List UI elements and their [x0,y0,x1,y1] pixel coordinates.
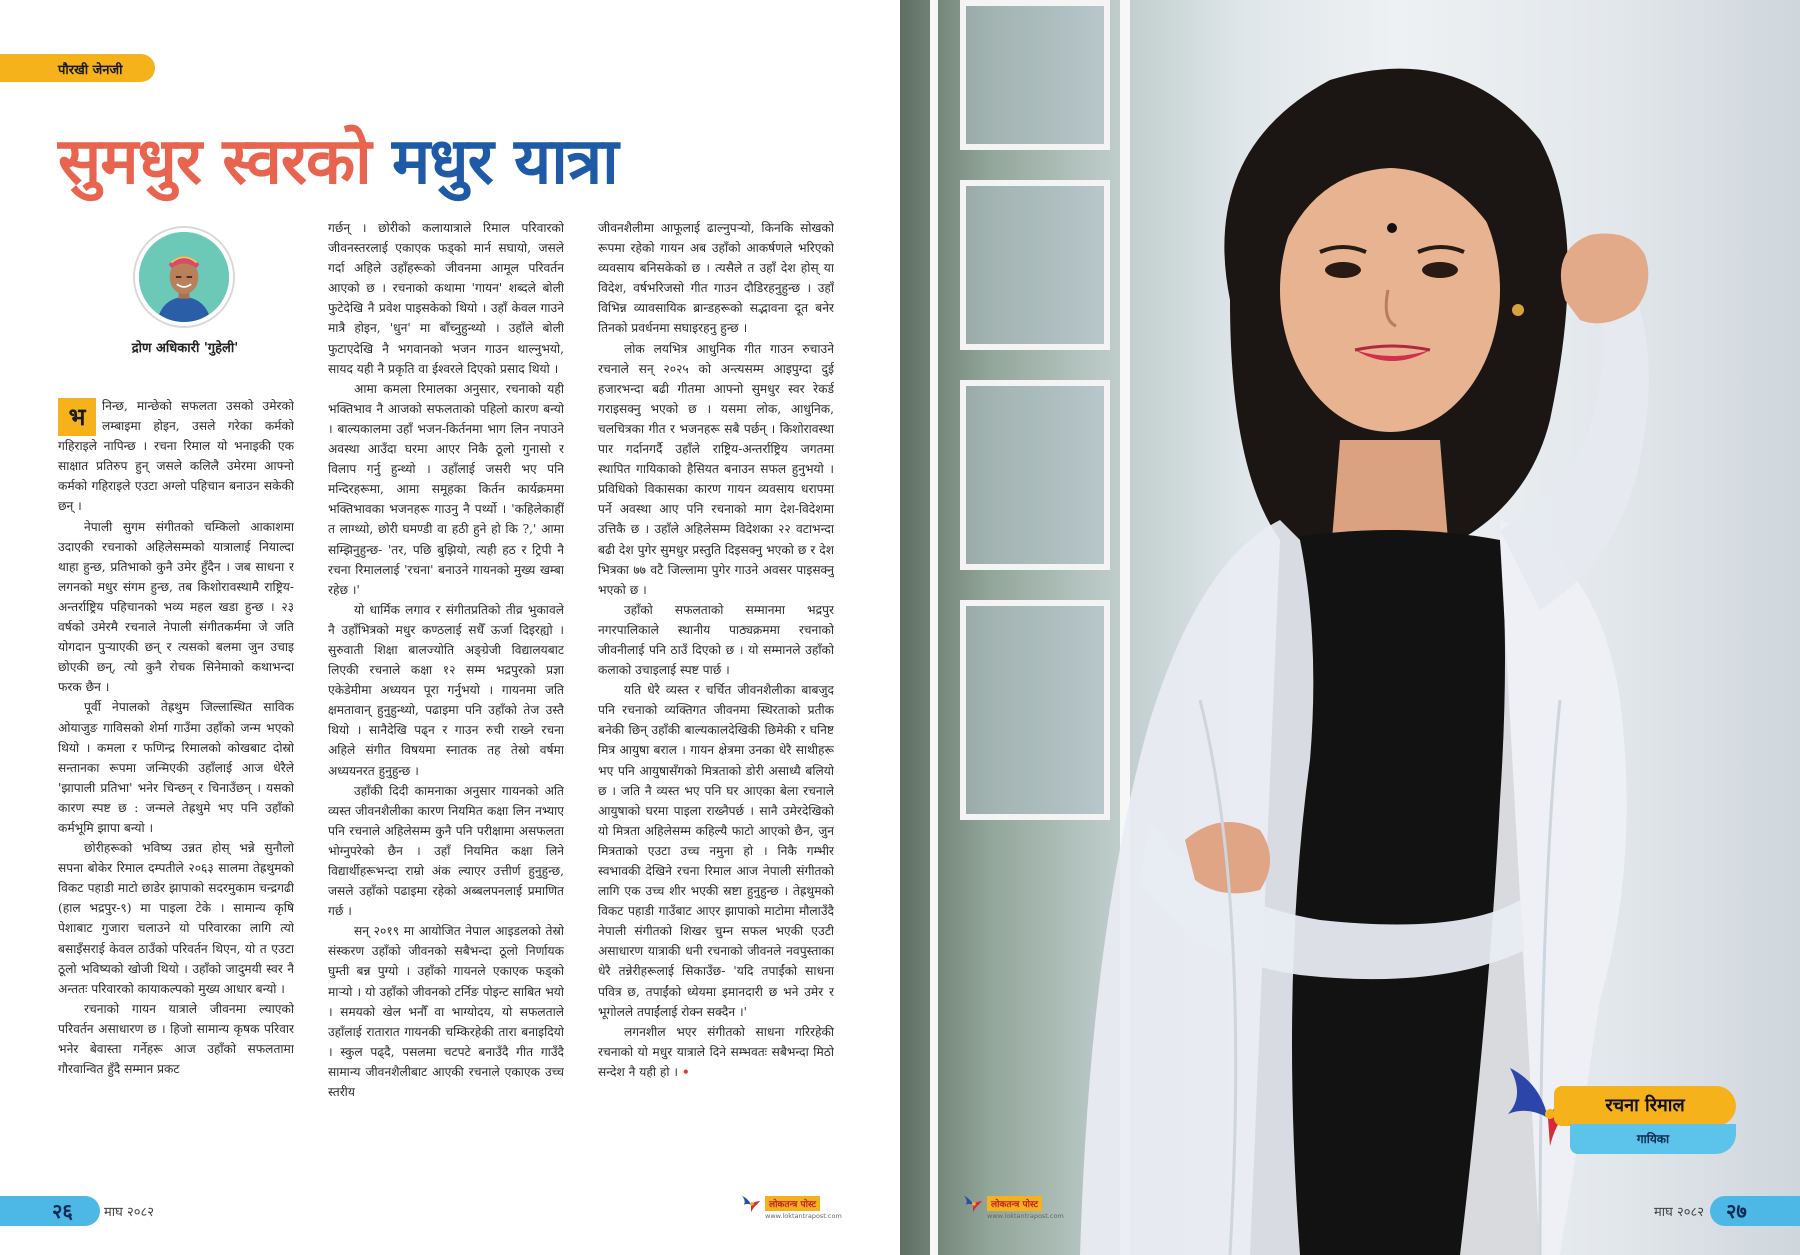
article-paragraph: पूर्वी नेपालको तेह्रथुम जिल्लास्थित साविक ओयाजुङ गाविसको शेर्मा गाउँमा उहाँको जन्म भएको थियो । कमला र फणिन्द्र रिमालको कोखबाट दोस्रो सन्तानका रूपमा जन्मिएकी उहाँलाई आज धेरैले 'झापाली प्रतिभा' भनेर चिन्छन् र चिनाउँछन् । यसको कारण स्पष्ट छ : जन्मले तेह्रथुमे भए पनि उहाँको कर्मभूमि झापा बन्यो । [58,700,294,835]
bird-logo-icon [740,1192,762,1214]
caption-nameplate [1500,1058,1800,1178]
article-paragraph: नेपाली सुगम संगीतको चम्किलो आकाशमा उदाएकी रचनाको अहिलेसम्मको यात्रालाई नियाल्दा थाहा हुन्छ, प्रतिभाको कुनै उमेर हुँदैन । जब साधना र लगनको मधुर संगम हुन्छ, तब किशोरावस्थामै राष्ट्रिय-अन्तर्राष्ट्रिय पहिचानको भव्य महल खडा हुन्छ । २३ वर्षको उमेरमै रचनाले नेपाली संगीतकर्ममा जे जति योगदान पुऱ्याएकी छन् र त्यसको बलमा जुन उचाइ छोएकी छन्, त्यो कुनै रोचक सिनेमाको कथाभन्दा फरक छैन । [58,519,294,695]
right-page-number: २७ [1710,1196,1800,1226]
article-column-1 [58,396,294,1166]
headline-part-2: मधुर यात्रा [392,125,618,199]
article-paragraph: यति धेरै व्यस्त र चर्चित जीवनशैलीका बाबजुद पनि रचनाको व्यक्तिगत जीवनमा स्थिरताको प्रतीक बनेकी छिन् उहाँकी बाल्यकालदेखिकी छिमेकी र घनिष्ट मित्र आयुषा बराल । गायन क्षेत्रमा उनका धेरै साथीहरू भए पनि आयुषासँगको मित्रताको डोरी असाध्यै बलियो छ । जति नै व्यस्त भए पनि घर आएका बेला रचनाले आयुषाको घरमा पाइला राख्नैपर्छ । सानै उमेरदेखिको यो मित्रता अहिलेसम्म कहिल्यै फाटो आएको छैन, जुन मित्रताको एउटा उच्च नमुना हो । निकै गम्भीर स्वभावकी देखिने रचना रिमाल आज नेपाली संगीतको लागि एक उच्च शीर भएकी स्रष्टा हुनुहुन्छ । तेह्रथुमको विकट पहाडी गाउँबाट आएर झापाको माटोमा मौलाउँदै नेपाली संगीतको शिखर चुम्न सफल भएकी एउटी असाधारण यात्राकी धनी रचनाको जीवनले नवपुस्ताका धेरै तन्नेरीहरूलाई सिकाउँछ- 'यदि तपाईंको साधना पवित्र छ, तपाईंको ध्येयमा इमानदारी छ भने उमेर र भूगोलले तपाईंलाई रोक्न सक्दैन ।' [598,683,834,1019]
drop-cap: भ [58,398,96,436]
article-paragraph: लोक लयभित्र आधुनिक गीत गाउन रुचाउने रचनाले सन् २०२५ को अन्त्यसम्म आइपुग्दा दुई हजारभन्दा बढी गीतमा आफ्नो सुमधुर स्वर रेकर्ड गराइसक्नु भएको छ । यसमा लोक, आधुनिक, चलचित्रका गीत र भजनहरू सबै पर्छन् । किशोरावस्था पार गर्दानगर्दै उहाँले राष्ट्रिय-अन्तर्राष्ट्रिय जगतमा स्थापित गायिकाको हैसियत बनाउन सफल हुनुभयो । प्रविधिको विकासका कारण गायन व्यवसाय धरापमा पर्ने अवस्था आए पनि रचनाको माग देश-विदेशमा उत्तिकै छ । उहाँले अहिलेसम्म विदेशका २२ वटाभन्दा बढी देश पुगेर सुमधुर प्रस्तुति दिइसक्नु भएको छ र देश भित्रका ७७ वटै जिल्लामा पुगेर गाउने अवसर पाइसक्नु भएको छ । [598,341,834,597]
bird-logo-icon [962,1192,984,1214]
brand-name: लोकतन्त्र पोस्ट [987,1196,1042,1211]
brand-logo-right [962,1192,1072,1226]
brand-logo-left [740,1192,850,1226]
article-paragraph: यो धार्मिक लगाव र संगीतप्रतिको तीव्र भुकावले नै उहाँभित्रको मधुर कण्ठलाई सधैँ ऊर्जा दिइरह्यो । सुरुवाती शिक्षा बालज्योति अङ्ग्रेजी विद्यालयबाट लिएकी रचनाले कक्षा १२ सम्म भद्रपुरको प्रज्ञा एकेडेमीमा अध्ययन पूरा गर्नुभयो । गायनमा जति क्षमतावान् हुनुहुन्थ्यो, पढाइमा पनि उहाँको तेज उस्तै थियो । सानैदेखि पढ्न र गाउन रुची राख्ने रचना अहिले संगीत विषयमा स्नातक तह तेस्रो वर्षमा अध्ययनरत हुनुहुन्छ । [328,602,564,778]
section-tag: पौरखी जेनजी [0,54,155,82]
author-photo [135,228,233,326]
article-paragraph [58,396,294,517]
article-paragraph: उहाँको सफलताको सम्मानमा भद्रपुर नगरपालिकाले स्थानीय पाठ्यक्रममा रचनाको जीवनीलाई पनि ठाउँ दिएको छ । यो सम्मानले उहाँको कलाको उचाइलाई स्पष्ट पार्छ । [598,602,834,678]
article-column-3 [598,218,834,1166]
left-page-date: माघ २०८२ [104,1205,154,1220]
brand-name: लोकतन्त्र पोस्ट [765,1196,820,1211]
article-paragraph: जीवनशैलीमा आफूलाई ढाल्नुपर्‍यो, किनकि सोखको रूपमा रहेको गायन अब उहाँको आकर्षणले भरिएको व्यवसाय बनिसकेको छ । त्यसैले त उहाँ देश होस् या विदेश, वर्षभरिजसो गीत गाउन दौडिरहनुहुन्छ । उहाँ विभिन्न व्यावसायिक ब्रान्डहरूको सद्भावना दूत बनेर तिनको प्रवर्धनमा सघाइरहनु हुन्छ । [598,221,834,336]
paragraph-text: लगनशील भएर संगीतको साधना गरिरहेकी रचनाको यो मधुर यात्राले दिने सम्भवतः सबैभन्दा मिठो सन्देश नै यही हो । [598,1024,834,1079]
headline-part-1: सुमधुर स्वरको [58,125,371,199]
article-paragraph: सन् २०१९ मा आयोजित नेपाल आइडलको तेस्रो संस्करण उहाँको जीवनको सबैभन्दा ठूलो निर्णायक घुम्ती बन्न पुग्यो । उहाँको गायनले एकाएक फड्को माऱ्यो । यो उहाँको जीवनको टर्निङ पोइन्ट साबित भयो । समयको खेल भनौँ वा भाग्योदय, यो सफलताले उहाँलाई रातारात गायनकी चम्किरहेकी तारा बनाइदियो । स्कुल पढ्दै, पसलमा चटपटे बनाउँदै गीत गाउँदै सामान्य जीवनशैलीबाट आएकी रचनाले एकाएक उच्च स्तरीय [328,924,564,1100]
author-name: द्रोण अधिकारी 'गुहेली' [131,341,239,356]
paragraph-text: निन्छ, मान्छेको सफलता उसको उमेरको लम्बाइमा होइन, उसले गरेका कर्मको गहिराइले नापिन्छ । रचना रिमाल यो भनाइकी एक साक्षात प्रतिरुप हुन् जसले कलिलै उमेरमा आफ्नो कर्मको गहिराइले एउटा अग्लो पहिचान बनाउन सकेकी छन् । [58,399,294,514]
caption-role: गायिका [1570,1124,1736,1154]
right-page-date: माघ २०८२ [1654,1205,1704,1220]
left-page-number: २६ [0,1196,100,1226]
end-mark: • [681,1064,690,1079]
right-page [900,0,1800,1255]
article-paragraph [598,1022,834,1082]
article-paragraph: रचनाको गायन यात्राले जीवनमा ल्याएको परिवर्तन असाधारण छ । हिजो सामान्य कृषक परिवार भनेर बेवास्ता गर्नेहरू आज उहाँको सफलतामा गौरवान्वित हुँदै सम्मान प्रकट [58,1001,294,1077]
article-headline [58,112,878,222]
article-paragraph: आमा कमला रिमालका अनुसार, रचनाको यही भक्तिभाव नै आजको सफलताको पहिलो कारण बन्यो । बाल्यकालमा उहाँ भजन-किर्तनमा भाग लिन नपाउने अवस्था आउँदा घरमा आएर निकै ठूलो गुनासो र विलाप गर्नु हुन्थ्यो । उहाँलाई जसरी भए पनि मन्दिरहरूमा, आमा समूहका किर्तन कार्यक्रममा भक्तिभावका भजनहरू गाउनु नै पर्थ्यो । 'कहिलेकाहीँ त लाग्थ्यो, छोरी घमण्डी वा हठी हुने हो कि ?,' आमा सम्झिनुहुन्छ- 'तर, पछि बुझियो, त्यही हठ र ट्रिपी नै रचना रिमाललाई 'रचना' बनाउने गायनको मुख्य खम्बा रहेछ ।' [328,381,564,597]
article-paragraph: गर्छन् । छोरीको कलायात्राले रिमाल परिवारको जीवनस्तरलाई एकाएक फड्को मार्न सघायो, जसले गर्दा अहिले उहाँहरूको जीवनमा आमूल परिवर्तन आएको छ । रचनाको कथामा 'गायन' शब्दले बोली फुटेदेखि नै प्रवेश पाइसकेको थियो । उहाँ केवल गाउने मात्रै होइन, 'धुन' मा बाँच्नुहुन्थ्यो । उहाँले बोली फुटाएदेखि नै भगवानको भजन गाउन थाल्नुभयो, सायद यही नै प्रकृति वा ईश्वरले दिएको प्रसाद थियो । [328,221,564,376]
brand-url: www.loktantrapost.com [987,1212,1064,1220]
article-paragraph: उहाँकी दिदी कामनाका अनुसार गायनको अति व्यस्त जीवनशैलीका कारण नियमित कक्षा लिन नभ्याए पनि रचनाले अहिलेसम्म कुनै पनि परीक्षामा असफलता भोग्नुपरेको छैन । उहाँ नियमित कक्षा लिने विद्यार्थीहरूभन्दा राम्रो अंक ल्याएर उत्तीर्ण हुनुहुन्छ, जसले उहाँको पढाइमा रहेको अब्बलपनलाई प्रमाणित गर्छ । [328,783,564,919]
brand-url: www.loktantrapost.com [765,1212,842,1220]
caption-name: रचना रिमाल [1554,1086,1736,1126]
article-column-2 [328,218,564,1166]
author-portrait-icon [139,232,229,322]
article-paragraph: छोरीहरूको भविष्य उन्नत होस् भन्ने सुनौलो सपना बोकेर रिमाल दम्पतीले २०६३ सालमा तेह्रथुमको विकट पहाडी माटो छाडेर झापाको सदरमुकाम चन्द्रगढी (हाल भद्रपुर-९) मा पाइला टेके । सामान्य कृषि पेशाबाट गुजारा चलाउने यो परिवारका लागि त्यो बसाइँसराई केवल ठाउँको परिवर्तन थिएन, यो त एउटा ठूलो भविष्यको खोजी थियो । उहाँको जादुमयी स्वर नै अन्ततः परिवारको कायाकल्पको मुख्य आधार बन्यो । [58,841,294,996]
